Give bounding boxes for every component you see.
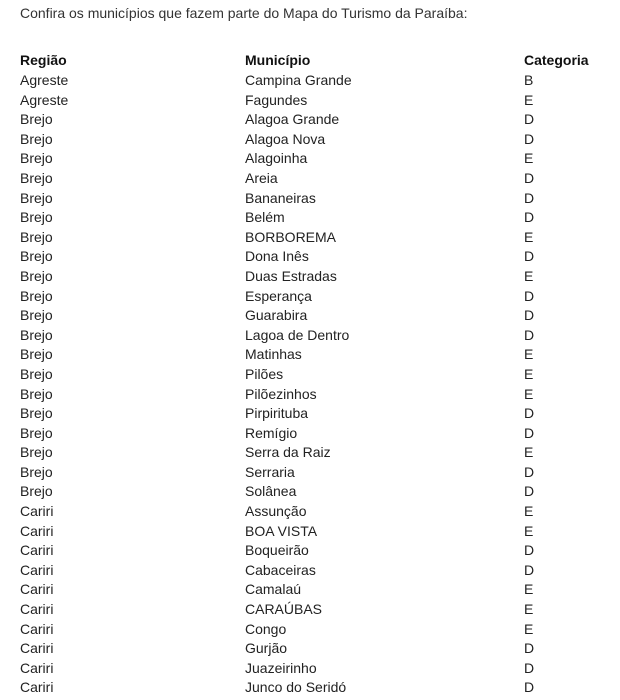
cell-municipio: BORBOREMA [245,228,337,245]
header-categoria: Categoria [524,52,589,68]
municipalities-table [20,50,600,698]
cell-municipio: Boqueirão [245,542,309,559]
cell-municipio: Junco do Seridó [245,679,347,696]
cell-categoria: D [524,542,535,559]
table-row [20,561,600,581]
table-row [20,306,600,326]
cell-municipio: Esperança [245,287,312,304]
cell-regiao: Brejo [20,326,53,343]
table-row [20,600,600,620]
cell-regiao: Cariri [20,640,54,657]
cell-municipio: Dona Inês [245,248,309,265]
cell-categoria: E [524,267,534,284]
cell-regiao: Brejo [20,111,53,128]
cell-categoria: E [524,365,534,382]
table-body [20,71,600,698]
table-row [20,345,600,365]
cell-municipio: Congo [245,620,287,637]
table-row [20,502,600,522]
cell-categoria: D [524,463,535,480]
cell-regiao: Brejo [20,424,53,441]
cell-regiao: Cariri [20,601,54,618]
cell-categoria: E [524,444,534,461]
cell-categoria: D [524,307,535,324]
cell-regiao: Brejo [20,385,53,402]
cell-regiao: Cariri [20,503,54,520]
table-row [20,71,600,91]
cell-municipio: Gurjão [245,640,288,657]
cell-categoria: D [524,424,535,441]
cell-regiao: Brejo [20,307,53,324]
cell-municipio: Belém [245,209,285,226]
cell-municipio: Alagoa Grande [245,111,340,128]
cell-municipio: Guarabira [245,307,308,324]
cell-regiao: Brejo [20,169,53,186]
cell-municipio: Remígio [245,424,298,441]
table-row [20,659,600,679]
table-row [20,639,600,659]
cell-regiao: Cariri [20,620,54,637]
cell-municipio: Camalaú [245,581,302,598]
table-row [20,424,600,444]
table-row [20,404,600,424]
cell-categoria: E [524,385,534,402]
cell-municipio: Assunção [245,503,307,520]
cell-municipio: Bananeiras [245,189,316,206]
table-header-row [20,50,600,71]
cell-regiao: Cariri [20,581,54,598]
cell-categoria: D [524,640,535,657]
cell-regiao: Brejo [20,267,53,284]
table-row [20,228,600,248]
cell-regiao: Cariri [20,542,54,559]
table-row [20,247,600,267]
cell-regiao: Cariri [20,522,54,539]
cell-municipio: Pilõezinhos [245,385,317,402]
cell-categoria: D [524,326,535,343]
cell-municipio: BOA VISTA [245,522,318,539]
cell-municipio: Alagoinha [245,150,308,167]
table-row [20,110,600,130]
cell-categoria: D [524,169,535,186]
table-row [20,580,600,600]
cell-categoria: D [524,659,535,676]
table-row [20,482,600,502]
cell-categoria: E [524,620,534,637]
table-row [20,149,600,169]
table-row [20,189,600,209]
cell-categoria: E [524,346,534,363]
cell-categoria: E [524,228,534,245]
cell-regiao: Cariri [20,659,54,676]
table-row [20,620,600,640]
cell-regiao: Brejo [20,346,53,363]
cell-categoria: D [524,111,535,128]
cell-municipio: Campina Grande [245,72,352,88]
cell-regiao: Brejo [20,228,53,245]
table-row [20,267,600,287]
cell-regiao: Brejo [20,248,53,265]
cell-categoria: D [524,483,535,500]
cell-municipio: CARAÚBAS [245,601,323,618]
cell-regiao: Brejo [20,463,53,480]
table-row [20,463,600,483]
cell-categoria: D [524,405,535,422]
table-row [20,287,600,307]
table-row [20,443,600,463]
cell-municipio: Solânea [245,483,297,500]
cell-categoria: D [524,679,535,696]
cell-categoria: D [524,561,535,578]
cell-municipio: Lagoa de Dentro [245,326,350,343]
table-row [20,522,600,542]
cell-regiao: Brejo [20,130,53,147]
cell-categoria: E [524,150,534,167]
cell-regiao: Brejo [20,150,53,167]
cell-categoria: D [524,130,535,147]
cell-categoria: E [524,91,534,108]
cell-regiao: Brejo [20,405,53,422]
cell-municipio: Serraria [245,463,295,480]
cell-regiao: Brejo [20,189,53,206]
cell-categoria: B [524,72,534,88]
table-row [20,91,600,111]
cell-regiao: Brejo [20,483,53,500]
cell-regiao: Agreste [20,72,69,88]
cell-municipio: Fagundes [245,91,308,108]
cell-regiao: Agreste [20,91,69,108]
table-row [20,208,600,228]
intro-text: Confira os municípios que fazem parte do Mapa do Turismo da Paraíba: [20,5,468,21]
cell-municipio: Pilões [245,365,284,382]
cell-municipio: Cabaceiras [245,561,316,578]
cell-categoria: E [524,503,534,520]
cell-categoria: E [524,581,534,598]
cell-categoria: D [524,248,535,265]
table-row [20,365,600,385]
cell-regiao: Brejo [20,365,53,382]
cell-categoria: D [524,189,535,206]
cell-regiao: Brejo [20,287,53,304]
cell-municipio: Duas Estradas [245,267,337,284]
cell-categoria: D [524,209,535,226]
cell-municipio: Areia [245,169,278,186]
cell-municipio: Pirpirituba [245,405,309,422]
cell-municipio: Serra da Raiz [245,444,331,461]
table-row [20,541,600,561]
cell-municipio: Matinhas [245,346,302,363]
cell-regiao: Cariri [20,561,54,578]
cell-municipio: Juazeirinho [245,659,317,676]
table-row [20,678,600,698]
cell-municipio: Alagoa Nova [245,130,326,147]
table-row [20,326,600,346]
cell-categoria: E [524,601,534,618]
header-municipio: Município [245,52,311,68]
table-row [20,385,600,405]
table-row [20,169,600,189]
cell-categoria: E [524,522,534,539]
cell-regiao: Brejo [20,209,53,226]
cell-regiao: Cariri [20,679,54,696]
table-row [20,130,600,150]
cell-categoria: D [524,287,535,304]
cell-regiao: Brejo [20,444,53,461]
header-regiao: Região [20,52,67,68]
